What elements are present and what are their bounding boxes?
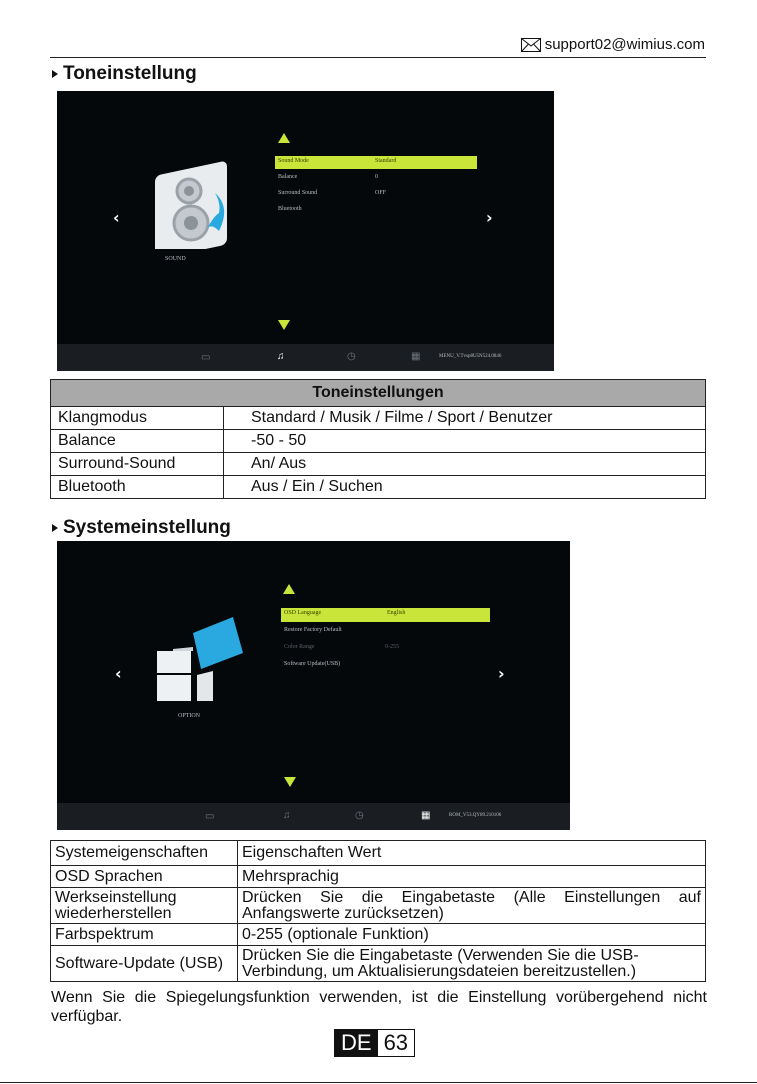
table-cell-value: Eigenschaften Wert [238, 841, 706, 866]
header-rule [50, 57, 706, 58]
system-status-text: ROM_V53.QY89.210106 [449, 813, 502, 818]
music-note-icon: ♫ [277, 351, 285, 362]
clock-icon: ◷ [347, 351, 356, 362]
surround-menu-item: Surround Sound [278, 190, 318, 196]
bullet-triangle-icon [52, 524, 58, 532]
system-settings-table [50, 840, 706, 982]
restore-default-menu-item: Restore Factory Default [284, 627, 342, 633]
chevron-left-icon: ‹ [113, 208, 120, 227]
sound-caption: SOUND [165, 256, 186, 262]
option-icon [153, 617, 245, 703]
sound-menu-highlight [275, 156, 477, 169]
sound-settings-table [50, 379, 706, 499]
bullet-triangle-icon [52, 70, 58, 78]
sound-mode-value: Standard [375, 158, 397, 164]
system-section-title [52, 517, 231, 539]
language-code: DE [335, 1030, 378, 1056]
table-cell-value: An/ Aus [224, 453, 706, 476]
balance-menu-value: 0 [375, 174, 378, 180]
table-cell-value: Drücken Sie die Eingabetaste (Verwenden Sie die USB-Verbindung, um Aktualisierungsdateien bereitzustellen.) [238, 946, 706, 982]
sound-section-title-text: Toneinstellung [63, 63, 197, 84]
table-cell-label: Systemeigenschaften [51, 841, 238, 866]
bottom-rule [0, 1082, 757, 1083]
software-update-menu-item: Software Update(USB) [284, 661, 341, 667]
sound-settings-screenshot [57, 91, 554, 371]
option-caption: OPTION [178, 713, 200, 719]
system-menu-highlight [281, 608, 490, 622]
table-cell-value: 0-255 (optionale Funktion) [238, 924, 706, 946]
table-row [51, 888, 706, 924]
table-cell-label: Farbspektrum [51, 924, 238, 946]
table-cell-label: Balance [51, 430, 224, 453]
mail-icon [521, 38, 541, 52]
table-cell-label: Software-Update (USB) [51, 946, 238, 982]
table-cell-value: Standard / Musik / Filme / Sport / Benutzer [224, 407, 706, 430]
osd-language-value: English [387, 610, 406, 616]
mirroring-note: Wenn Sie die Spiegelungsfunktion verwenden, ist die Einstellung vorübergehend nicht verfügbar. [51, 989, 707, 1025]
support-email [521, 36, 705, 53]
speaker-icon [149, 153, 241, 249]
sound-status-text: MENU_V.Tvsp8U5N524.0846 [439, 354, 502, 359]
table-header-row [51, 380, 706, 407]
sound-section-title [52, 63, 197, 85]
page-number: 63 [378, 1030, 414, 1056]
sound-table-header: Toneinstellungen [51, 380, 706, 407]
table-row [51, 476, 706, 499]
music-note-icon: ♫ [283, 810, 291, 821]
scroll-down-arrow-icon [278, 320, 290, 330]
system-settings-screenshot [57, 541, 570, 830]
table-row [51, 453, 706, 476]
picture-tab-icon: ▭ [205, 811, 215, 822]
sound-screen-bottom-bar [57, 344, 554, 371]
option-tab-icon: ▦ [411, 351, 421, 362]
system-section-title-text: Systemeinstellung [63, 517, 231, 538]
scroll-down-arrow-icon [284, 777, 296, 787]
page-badge [334, 1029, 415, 1057]
clock-icon: ◷ [355, 810, 364, 821]
table-row [51, 407, 706, 430]
table-row [51, 841, 706, 866]
table-row [51, 866, 706, 888]
system-screen-bottom-bar [57, 803, 570, 830]
table-cell-value: Drücken Sie die Eingabetaste (Alle Einstellungen auf Anfangswerte zurücksetzen) [238, 888, 706, 924]
table-row [51, 924, 706, 946]
sound-mode-label: Sound Mode [278, 158, 309, 164]
table-row [51, 946, 706, 982]
email-text: support02@wimius.com [544, 36, 705, 53]
chevron-right-icon: › [498, 664, 505, 683]
chevron-left-icon: ‹ [115, 664, 122, 683]
osd-language-label: OSD Language [284, 610, 322, 616]
color-range-menu-value: 0-255 [385, 644, 399, 650]
color-range-menu-item: Color Range [284, 644, 315, 650]
balance-menu-item: Balance [278, 174, 298, 180]
scroll-up-arrow-icon [283, 584, 295, 594]
bluetooth-menu-item: Bluetooth [278, 206, 302, 212]
picture-tab-icon: ▭ [201, 352, 211, 363]
table-cell-value: Mehrsprachig [238, 866, 706, 888]
table-cell-label: Surround-Sound [51, 453, 224, 476]
table-cell-value: Aus / Ein / Suchen [224, 476, 706, 499]
table-cell-label: Werkseinstellung wiederherstellen [51, 888, 238, 924]
option-tab-icon: ▦ [421, 810, 431, 821]
table-cell-value: -50 - 50 [224, 430, 706, 453]
table-row [51, 430, 706, 453]
surround-menu-value: OFF [375, 190, 387, 196]
table-cell-label: Bluetooth [51, 476, 224, 499]
scroll-up-arrow-icon [278, 133, 290, 143]
table-cell-label: Klangmodus [51, 407, 224, 430]
table-cell-label: OSD Sprachen [51, 866, 238, 888]
chevron-right-icon: › [486, 208, 493, 227]
